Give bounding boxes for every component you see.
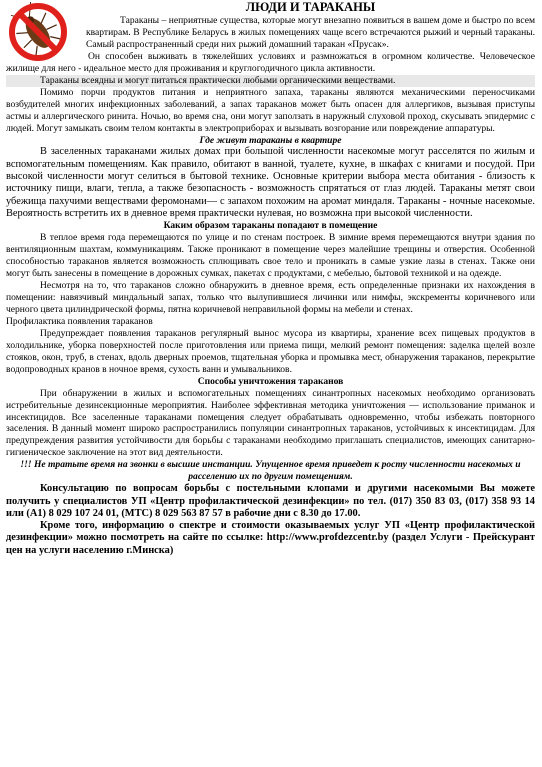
- section-heading-entry: Каким образом тараканы попадают в помещение: [163, 220, 378, 232]
- section-heading-extermination: Способы уничтожения тараканов: [197, 375, 344, 387]
- intro-paragraph-1: Тараканы – неприятные существа, которые могут внезапно появиться в вашем доме и быстро по всем квартирам. В Республике Беларусь в жилых помещениях чаще всего встречаются рыжий и черный тараканы. Самый распространенный среди них рыжий домашний таракан «Прусак».: [86, 15, 535, 50]
- contacts-paragraph-2: Кроме того, информацию о спектре и стоимости оказываемых услуг УП «Центр профилактической дезинфекции» можно посмотреть на сайте по ссылке: http://www.profdezcentr.by (раздел Услуги - Прейскурант цен на услуги населению г.Минска): [6, 520, 535, 556]
- notice-text: !!! Не тратьте время на звонки в высшие инстанции. Упущенное время приведет к росту численности насекомых и расселению их по другим помещениям.: [20, 459, 521, 483]
- entry-paragraph-1: В теплое время года перемещаются по улице и по стенам построек. В зимние время перемещаются внутри здания по вентиляционным шахтам, коммуникациям. Также проникают в помещение через малейшие трещины и отверстия. Особенной способностью тараканов является возможность сплющивать свое тело и проникать в самые узкие лазы в стенах. Также они могут быть занесены в помещение в дорожных сумках, пакетах с продуктами, с мебелью, бытовой техникой и на одежде.: [6, 232, 535, 280]
- intro-paragraph-4: Помимо порчи продуктов питания и неприятного запаха, тараканы являются механическими переносчиками возбудителей многих инфекционных заболеваний, а запах тараканов может быть опасен для аллергиков, вызывая приступы астмы и аллергического ринита. Ночью, во время сна, они могут заползать в наружный слуховой проход, скусывать эпидермис с людей. Могут замыкать своим телом контакты в электроприборах и вызывать возгорание или повреждение аппаратуры.: [6, 86, 535, 134]
- intro-paragraph-2: Он способен выживать в тяжелейших условиях и размножаться в огромном количестве. Человеческое жилище для него - идеальное место для проживания и круглогодичного цикла активности.: [6, 50, 535, 74]
- habitat-paragraph: В заселенных тараканами жилых домах при большой численности насекомые могут расселятся по жилым и вспомогательным помещениям. Как правило, обитают в ванной, туалете, кухне, в шкафах с книгами и посудой. При высокой численности могут селиться в бытовой технике. Основные критерии выбора места обитания - близость к источнику пищи, влаги, тепла, а также безопасность - возможность спрятаться от глаз людей. Тараканы метят свои убежища пахучими веществами феромонами— с запахом похожим на аромат миндаля. Тараканы - ночные насекомые. Вероятность встретить их в дневное время практически нулевая, но возможна при высокой численности.: [6, 146, 535, 219]
- extermination-paragraph: При обнаружении в жилых и вспомогательных помещениях синантропных насекомых необходимо организовать истребительные дезинсекционные мероприятия. Наиболее эффективная методика уничтожения — использование приманок и инсектицидов. Все заселенные тараканами помещения следует обрабатывать одновременно, чтобы избежать повторного заселения. В данный момент широко распространились популяции синантропных тараканов, устойчивых к инсектицидам. Для предупреждения развития устойчивости для борьбы с тараканами необходимо приглашать специалистов, имеющих санитарно-гигиеническое заключение на этот вид деятельности.: [6, 387, 535, 459]
- entry-paragraph-2: Несмотря на то, что тараканов сложно обнаружить в дневное время, есть определенные признаки их нахождения в помещении: навязчивый миндальный запах, только что вылупившиеся личинки или нимфы, экскременты коричневого или черного цвета цилиндрической формы, пятна коричневой неправильной формы на мебели и стенах.: [6, 280, 535, 315]
- prevention-paragraph: Предупреждает появления тараканов регулярный вынос мусора из квартиры, хранение всех пищевых продуктов в холодильнике, уборка поверхностей после приготовления или приема пищи, мелкий ремонт помещения: заделка щелей возле стояков, окон, труб, в стенах, вдоль дверных проемов, тщательная уборка и промывка мест, обнаружения тараканов, перекрытие водопроводных кранов в ночное время, сухость ванн и умывальников.: [6, 327, 535, 375]
- section-heading-prevention: Профилактика появления тараканов: [6, 315, 153, 327]
- intro-paragraph-3: Тараканы всеядны и могут питаться практически любыми органическими веществами.: [6, 75, 535, 87]
- no-cockroach-icon: [8, 2, 68, 62]
- page-title: ЛЮДИ И ТАРАКАНЫ: [245, 0, 376, 14]
- section-heading-habitat: Где живут тараканы в квартире: [199, 134, 342, 146]
- contacts-paragraph-1: Консультацию по вопросам борьбы с постельными клопами и другими насекомыми Вы можете получить у специалистов УП «Центр профилактической дезинфекции» по тел. (017) 350 83 03, (017) 358 93 14 или (А1) 8 029 107 24 01, (МТС) 8 029 563 87 57 в рабочие дни с 8.30 до 17.00.: [6, 483, 535, 519]
